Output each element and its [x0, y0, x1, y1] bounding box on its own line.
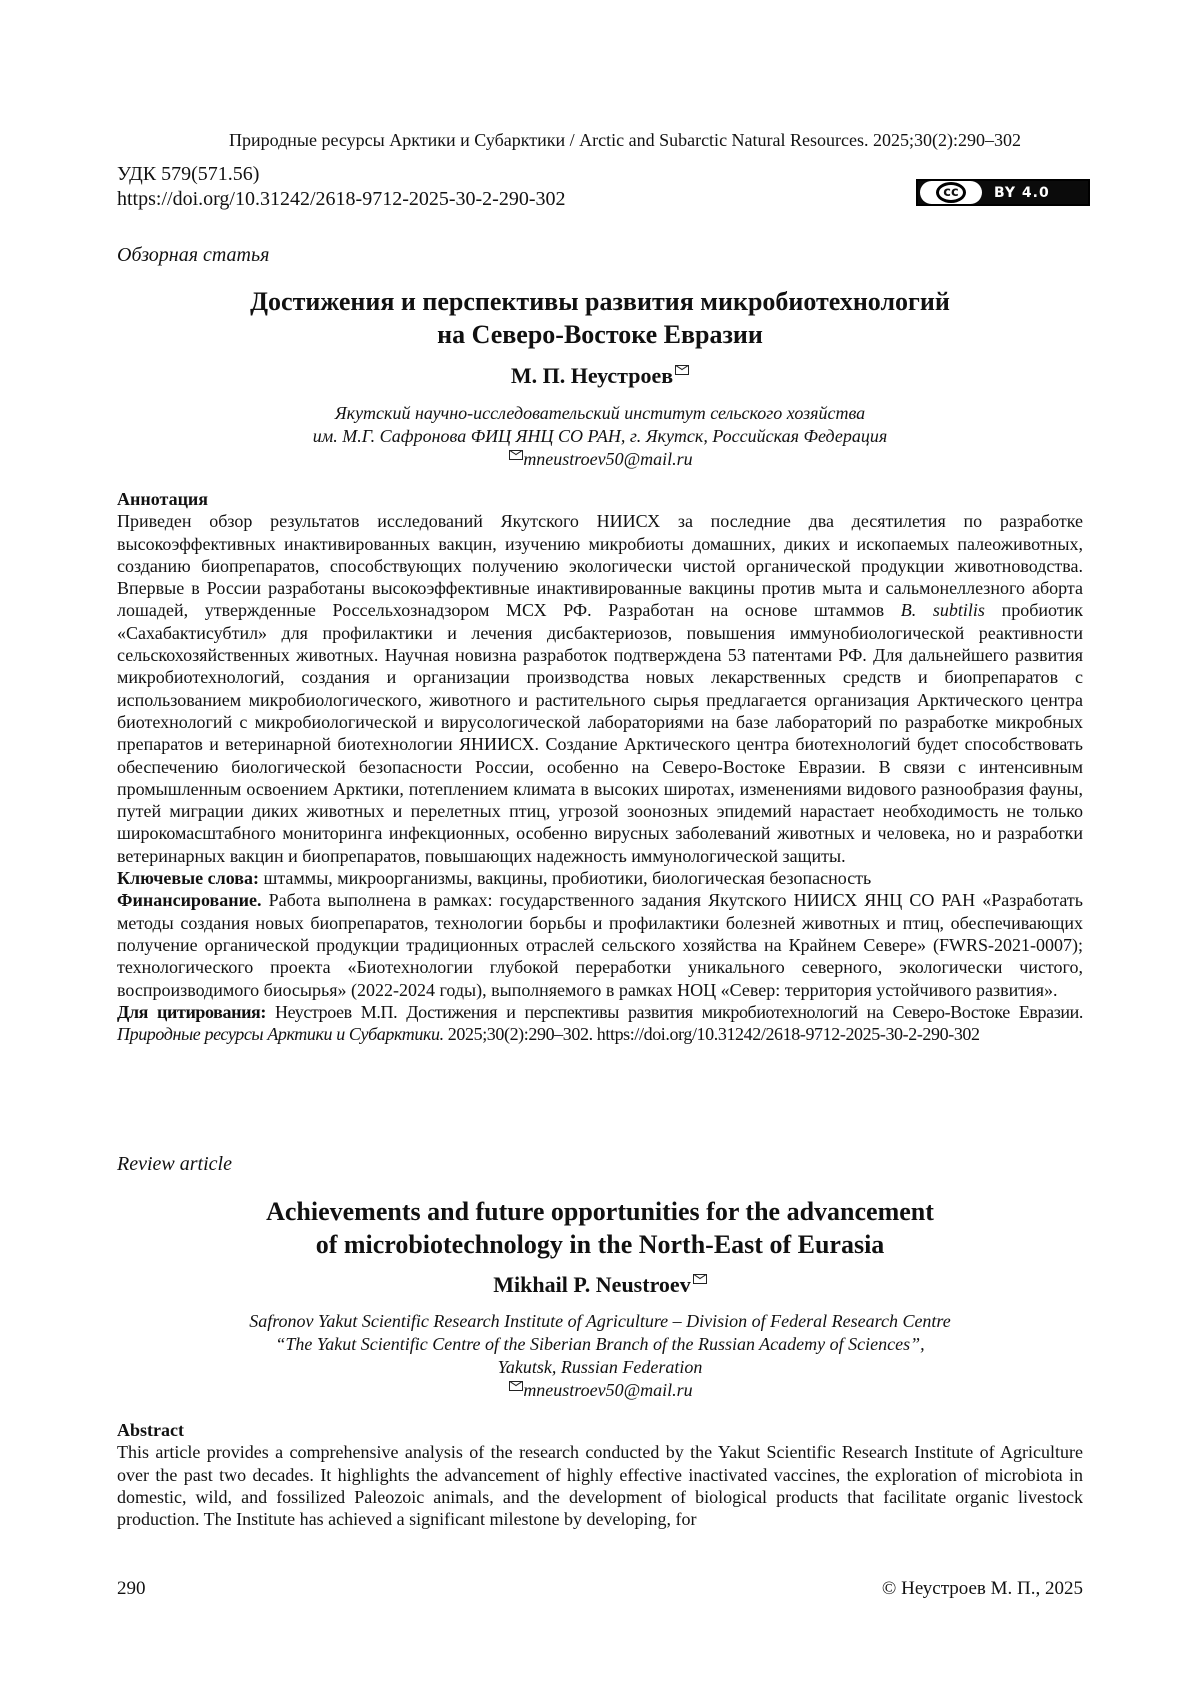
title-en-line2: of microbiotechnology in the North-East of Eurasia	[315, 1230, 885, 1259]
abstract-ru-part1: Приведен обзор результатов исследований Якутского НИИСХ за последние два десятилетия по разработке высокоэффективных инактивированных вакцин, изучению микробиоты домашних, диких и ископаемых палеоживотных, созданию биопрепаратов, способствующих получению экологически чистой органической продукции животноводства. Впервые в России разработаны высокоэффективные инактивированные вакцины против мыта и сальмонеллезного аборта лошадей, утвержденные Россельхознадзором МСХ РФ. Разработан на основе штаммов	[117, 511, 1083, 621]
article-type-en: Review article	[117, 1153, 232, 1175]
udc-code: УДК 579(571.56)	[117, 163, 260, 185]
funding-ru-text: Работа выполнена в рамках: государственного задания Якутского НИИСХ ЯНЦ СО РАН «Разработать методы создания новых биопрепаратов, технологии борьбы и профилактики болезней животных и птиц, обеспечивающих получение органической продукции традиционных отраслей сельского хозяйства на Крайнем Севере» (FWRS-2021-0007); технологического проекта «Биотехнологии глубокой переработки уникального северного, экологически чистого, воспроизводимого биосырья» (2022-2024 годы), выполняемого в рамках НОЦ «Север: территория устойчивого развития».	[117, 890, 1083, 1000]
email-en	[117, 1379, 1083, 1402]
citation-ru	[117, 1001, 1083, 1046]
author-en-name[interactable]: Mikhail P. Neustroev	[493, 1272, 691, 1297]
affiliation-en	[117, 1310, 1083, 1402]
author-ru-name[interactable]: М. П. Неустроев	[510, 363, 674, 388]
abstract-en-text: This article provides a comprehensive analysis of the research conducted by the Yakut Scientific Research Institute of Agriculture over the past two decades. It highlights the advancement of highly effective inactivated vaccines, the exploration of microbiota in domestic, wild, and fossilized Paleozoic animals, and the development of biological products that facilitate organic livestock production. The Institute has achieved a significant milestone by developing, for	[117, 1442, 1083, 1530]
doi-link[interactable]: https://doi.org/10.31242/2618-9712-2025-30-2-290-302	[117, 188, 566, 210]
envelope-icon	[675, 365, 689, 375]
envelope-icon	[509, 450, 523, 460]
citation-ru-journal: Природные ресурсы Арктики и Субарктики.	[117, 1024, 444, 1045]
abstract-ru-section	[117, 488, 1083, 1045]
title-ru-line2: на Северо-Востоке Евразии	[437, 320, 763, 349]
abstract-en-heading: Abstract	[117, 1420, 184, 1440]
affiliation-en-line1: Safronov Yakut Scientific Research Institute of Agriculture – Division of Federal Research Centre	[249, 1311, 951, 1331]
email-ru-link[interactable]: mneustroev50@mail.ru	[523, 449, 693, 469]
citation-ru-label: Для цитирования:	[117, 1001, 266, 1022]
affiliation-ru	[117, 402, 1083, 471]
affiliation-en-line3: Yakutsk, Russian Federation	[497, 1357, 703, 1377]
affiliation-ru-line1: Якутский научно-исследовательский институт сельского хозяйства	[334, 403, 866, 423]
email-ru	[117, 448, 1083, 471]
keywords-ru-label: Ключевые слова:	[117, 868, 259, 889]
copyright: © Неустроев М. П., 2025	[881, 1578, 1083, 1599]
funding-ru-label: Финансирование.	[117, 890, 262, 911]
email-en-link[interactable]: mneustroev50@mail.ru	[523, 1380, 693, 1400]
cc-logo	[920, 181, 982, 204]
abstract-ru-heading: Аннотация	[117, 489, 209, 509]
keywords-ru-list: штаммы, микроорганизмы, вакцины, пробиотики, биологическая безопасность	[258, 868, 872, 889]
title-ru-line1: Достижения и перспективы развития микробиотехнологий	[250, 287, 950, 316]
author-en	[117, 1272, 1083, 1298]
abstract-en-section	[117, 1419, 1083, 1530]
cc-icon: cc	[936, 182, 966, 203]
title-en	[117, 1195, 1083, 1261]
abstract-ru-species: B. subtilis	[900, 600, 985, 621]
author-ru	[117, 363, 1083, 389]
license-label: BY 4.0	[994, 184, 1050, 201]
keywords-ru	[117, 867, 1083, 889]
affiliation-en-line2: “The Yakut Scientific Centre of the Siberian Branch of the Russian Academy of Sciences”,	[275, 1334, 925, 1354]
funding-ru	[117, 889, 1083, 1000]
running-head: Природные ресурсы Арктики и Субарктики / Arctic and Subarctic Natural Resources. 2025;30(2):290–302	[228, 130, 1021, 150]
affiliation-ru-line2: им. М.Г. Сафронова ФИЦ ЯНЦ СО РАН, г. Якутск, Российская Федерация	[312, 426, 888, 446]
license-badge[interactable]	[916, 179, 1090, 206]
envelope-icon	[509, 1381, 523, 1391]
article-type-ru: Обзорная статья	[117, 244, 270, 266]
title-en-line1: Achievements and future opportunities for the advancement	[266, 1197, 934, 1226]
citation-ru-part1: Неустроев М.П. Достижения и перспективы развития микробиотехнологий на Северо-Востоке Евразии.	[265, 1001, 1083, 1022]
title-ru	[117, 285, 1083, 351]
page-number: 290	[117, 1578, 146, 1599]
envelope-icon	[693, 1274, 707, 1284]
citation-ru-part2[interactable]: 2025;30(2):290–302. https://doi.org/10.31242/2618-9712-2025-30-2-290-302	[443, 1024, 980, 1045]
abstract-ru-part2: пробиотик «Сахабактисубтил» для профилактики и лечения дисбактериозов, повышения иммунобиологической реактивности сельскохозяйственных животных. Научная новизна разработок подтверждена 53 патентами РФ. Для дальнейшего развития микробиотехнологий, создания и организации производства новых лекарственных средств и биопрепаратов с использованием микробиологического, животного и растительного сырья предлагается организация Арктического центра биотехнологий с микробиологической и вирусологической лабораториями на базе лабораторий по разработке микробных препаратов и ветеринарной биотехнологии ЯНИИСХ. Создание Арктического центра биотехнологий будет способствовать обеспечению биологической безопасности России, особенно на Северо-Востоке Евразии. В связи с интенсивным промышленным освоением Арктики, потеплением климата в высоких широтах, изменениями видового разнообразия фауны, путей миграции диких животных и перелетных птиц, угрозой зоонозных эпидемий нарастает необходимость не только широкомасштабного мониторинга инфекционных, особенно вирусных заболеваний животных и человека, но и разработки ветеринарных вакцин и биопрепаратов, повышающих надежность иммунологической защиты.	[117, 600, 1083, 866]
abstract-ru-text	[117, 510, 1083, 867]
